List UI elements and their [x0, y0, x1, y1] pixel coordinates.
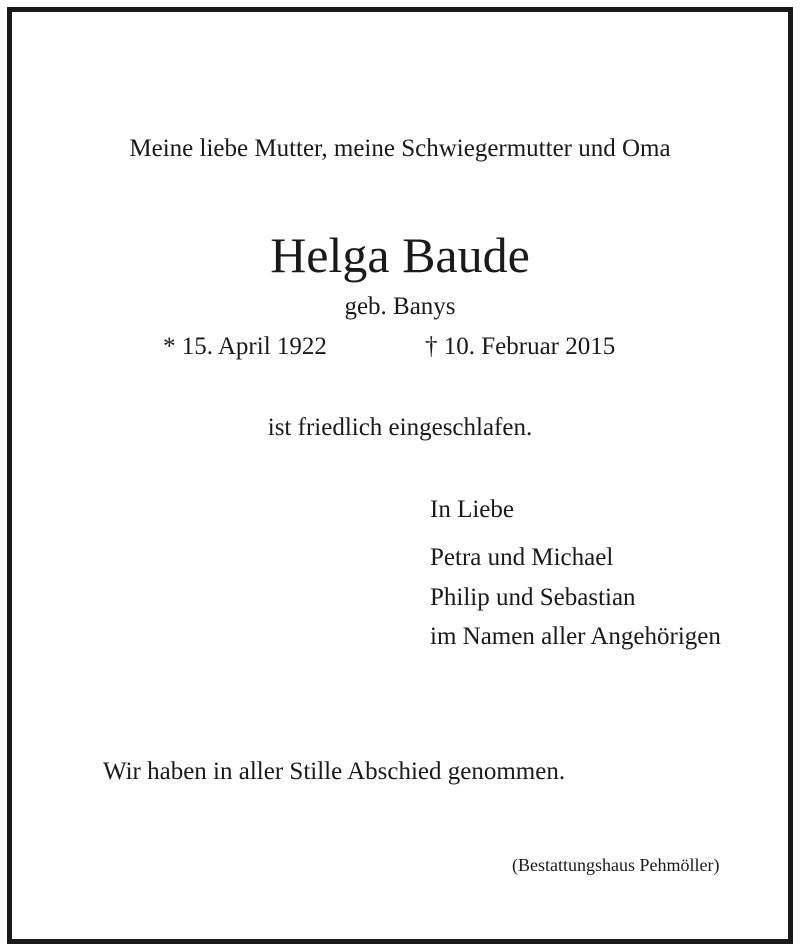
death-date: † 10. Februar 2015	[425, 333, 616, 360]
signatory-line: Philip und Sebastian	[430, 584, 636, 611]
signoff: In Liebe	[430, 496, 514, 523]
farewell-line: Wir haben in aller Stille Abschied genommen.	[103, 758, 566, 785]
signatory-line: Petra und Michael	[430, 544, 614, 571]
birth-date: * 15. April 1922	[163, 333, 327, 360]
undertaker-name: (Bestattungshaus Pehmöller)	[512, 855, 720, 875]
message-line: ist friedlich eingeschlafen.	[267, 414, 533, 441]
signatory-line: im Namen aller Angehörigen	[430, 623, 721, 650]
maiden-name: geb. Banys	[344, 293, 456, 320]
deceased-name: Helga Baude	[270, 227, 530, 283]
intro-line: Meine liebe Mutter, meine Schwiegermutter und Oma	[129, 135, 671, 162]
